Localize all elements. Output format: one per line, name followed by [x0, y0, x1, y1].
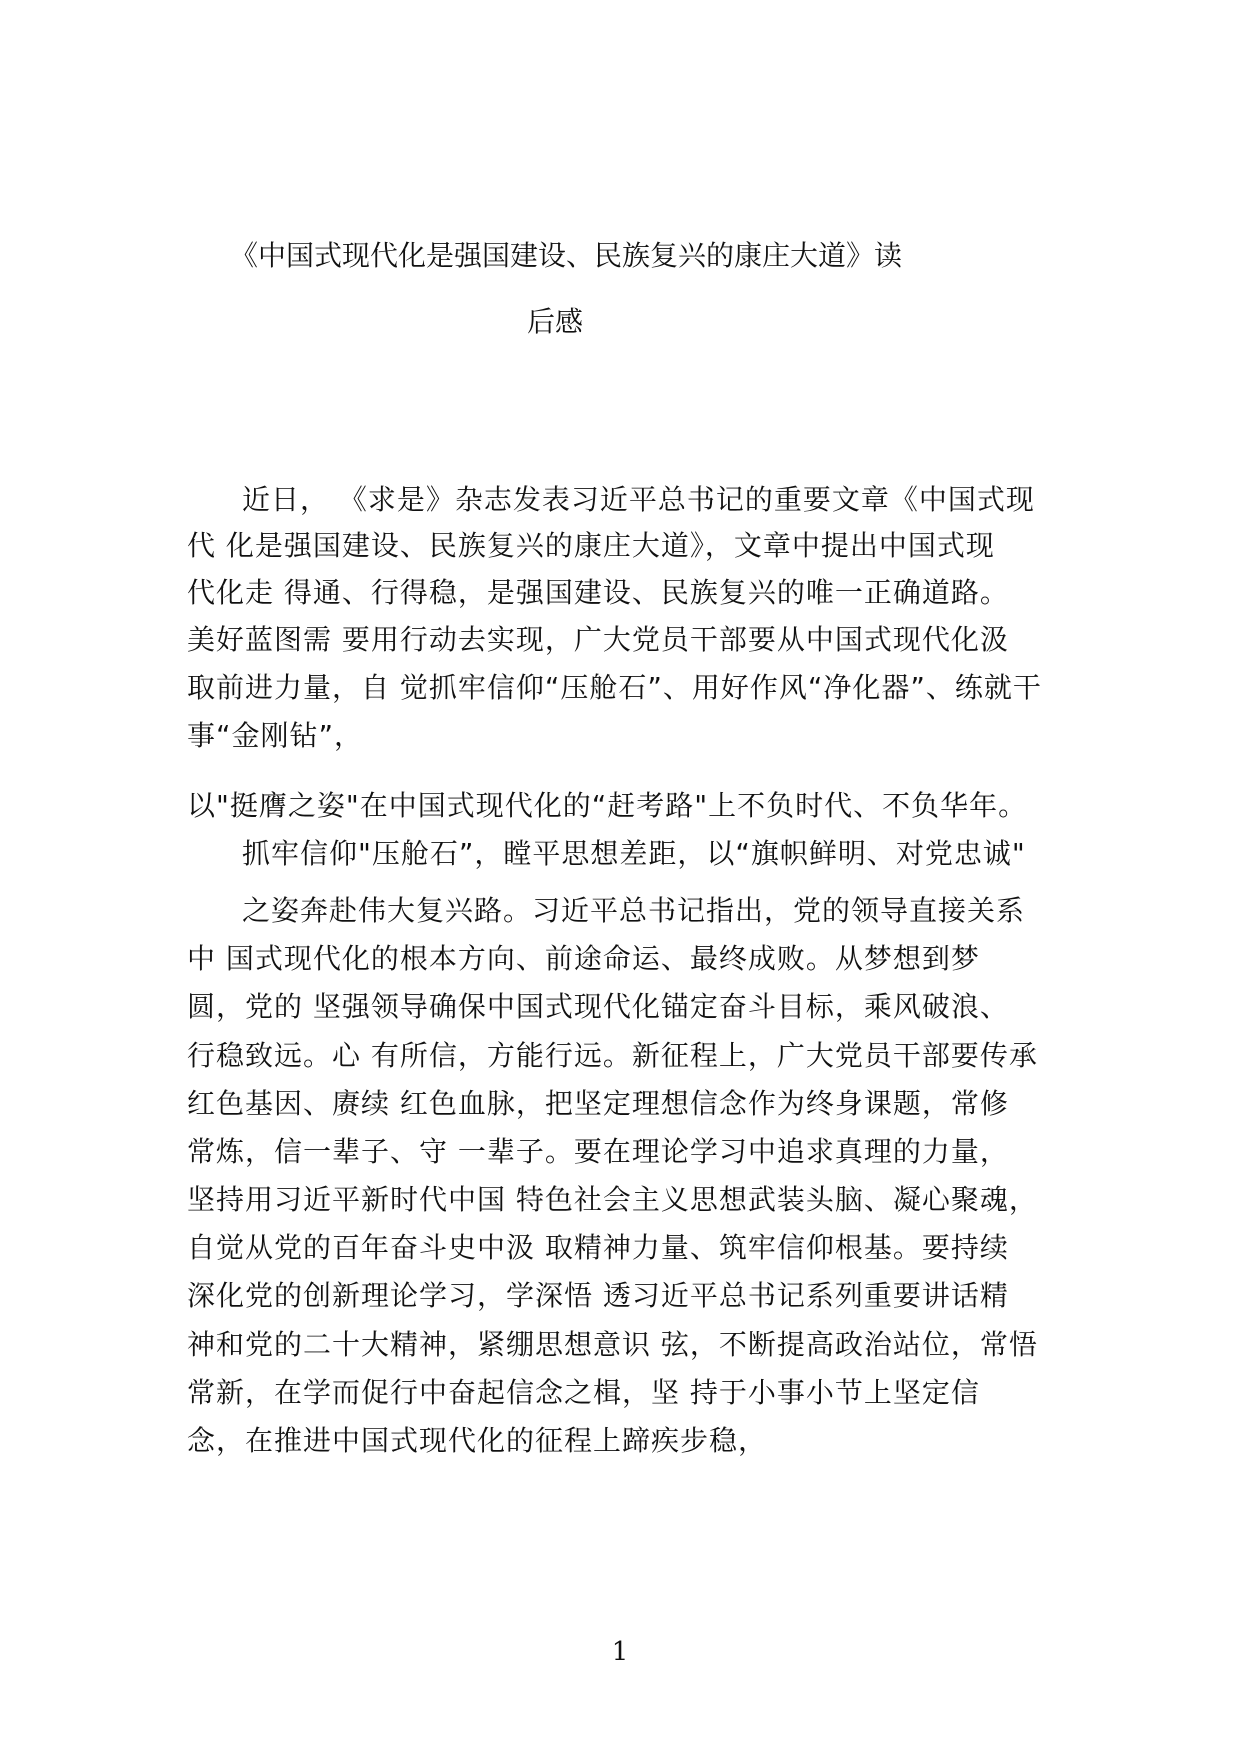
body-line: 神和党的二十大精神，紧绷思想意识 弦，不断提高政治站位，常悟	[187, 1328, 1038, 1361]
body-line: 圆，党的 坚强领导确保中国式现代化锚定奋斗目标，乘风破浪、	[187, 990, 1009, 1023]
title-line-1: 《中国式现代化是强国建设、民族复兴的康庄大道》读	[230, 239, 903, 272]
body-line: 以"挺膺之姿"在中国式现代化的“赶考路"上不负时代、不负华年。	[187, 789, 1028, 822]
page-number: 1	[611, 1637, 629, 1667]
body-line: 念，在推进中国式现代化的征程上蹄疾步稳，	[187, 1424, 768, 1457]
body-line: 取前进力量，自 觉抓牢信仰“压舱石”、用好作风“净化器”、练就干	[187, 671, 1042, 704]
body-line: 常新，在学而促行中奋起信念之楫，坚 持于小事小节上坚定信	[187, 1376, 980, 1409]
body-line: 红色基因、赓续 红色血脉，把坚定理想信念作为终身课题，常修	[187, 1087, 1009, 1120]
body-line: 深化党的创新理论学习，学深悟 透习近平总书记系列重要讲话精	[187, 1279, 1009, 1312]
body-line: 之姿奔赴伟大复兴路。习近平总书记指出，党的领导直接关系	[242, 894, 1026, 927]
body-line: 美好蓝图需 要用行动去实现，广大党员干部要从中国式现代化汲	[187, 623, 1009, 656]
body-line: 坚持用习近平新时代中国 特色社会主义思想武装头脑、凝心聚魂，	[187, 1183, 1038, 1216]
title-line-2: 后感	[527, 305, 584, 338]
body-line: 中 国式现代化的根本方向、前途命运、最终成败。从梦想到梦	[187, 942, 980, 975]
body-line: 抓牢信仰"压舱石”，瞠平思想差距，以“旗帜鲜明、对党忠诚"	[242, 837, 1026, 870]
body-line: 代 化是强国建设、民族复兴的康庄大道》，文章中提出中国式现	[187, 529, 995, 562]
body-line: 事“金刚钻”，	[187, 719, 364, 752]
body-line: 行稳致远。心 有所信，方能行远。新征程上，广大党员干部要传承	[187, 1039, 1038, 1072]
body-line: 近日， 《求是》杂志发表习近平总书记的重要文章《中国式现	[242, 483, 1035, 516]
body-line: 常炼，信一辈子、守 一辈子。要在理论学习中追求真理的力量，	[187, 1135, 1009, 1168]
body-line: 自觉从党的百年奋斗史中汲 取精神力量、筑牢信仰根基。要持续	[187, 1231, 1009, 1264]
body-line: 代化走 得通、行得稳，是强国建设、民族复兴的唯一正确道路。	[187, 576, 1009, 609]
